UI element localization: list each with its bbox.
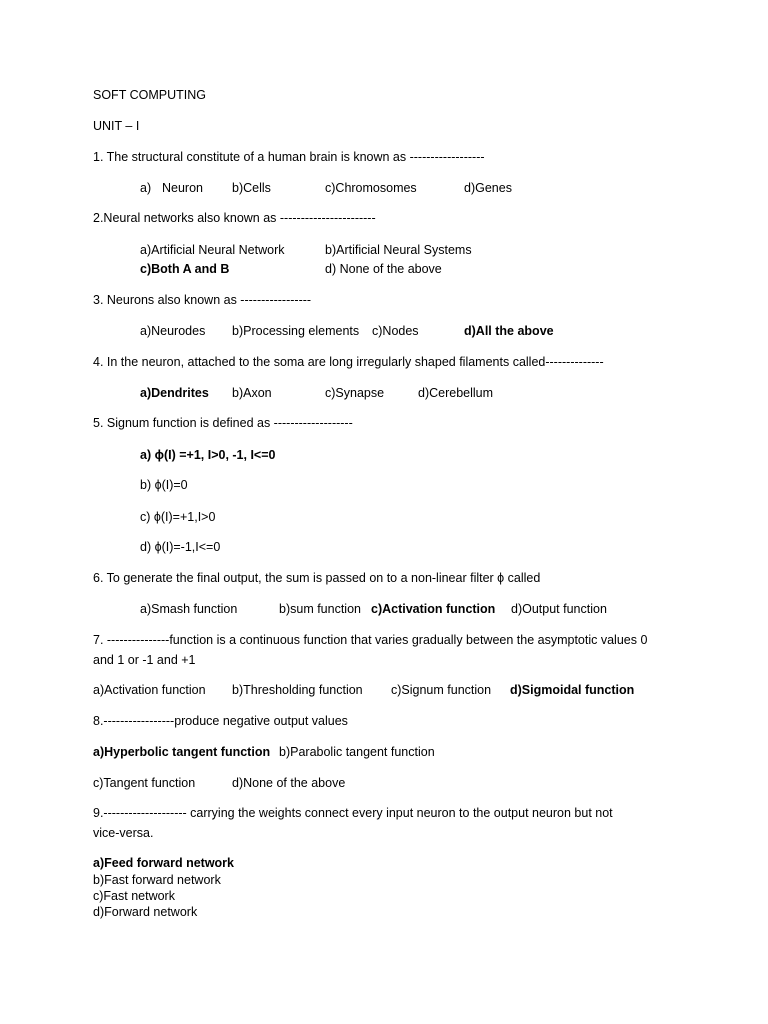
q3-option-c: c)Nodes <box>372 324 419 338</box>
q8-option-a: a)Hyperbolic tangent function <box>93 745 271 759</box>
question-7: 7. ---------------function is a continuous function that varies gradually between the asymptotic values 0 <box>93 633 648 647</box>
q4-option-c: c)Synapse <box>325 386 385 400</box>
q4-option-d: d)Cerebellum <box>418 386 494 400</box>
q4-option-a: a)Dendrites <box>140 386 209 400</box>
q9-option-a: a)Feed forward network <box>93 856 234 870</box>
q5-option-c: c) ϕ(I)=+1,I>0 <box>140 510 216 524</box>
question-1: 1. The structural constitute of a human brain is known as ------------------ <box>93 150 485 164</box>
q9-option-d: d)Forward network <box>93 905 198 919</box>
q8-option-c: c)Tangent function <box>93 776 196 790</box>
q3-option-a: a)Neurodes <box>140 324 206 338</box>
q8-option-d: d)None of the above <box>232 776 346 790</box>
q3-option-b: b)Processing elements <box>232 324 360 338</box>
q7-option-c: c)Signum function <box>391 683 492 697</box>
q7-option-d: d)Sigmoidal function <box>510 683 635 697</box>
unit-heading: UNIT – I <box>93 119 140 133</box>
q2-option-d: d) None of the above <box>325 262 442 276</box>
q1-option-c: c)Chromosomes <box>325 181 417 195</box>
question-8: 8.-----------------produce negative output values <box>93 714 348 728</box>
q8-option-b: b)Parabolic tangent function <box>279 745 435 759</box>
q1-option-b: b)Cells <box>232 181 271 195</box>
question-4: 4. In the neuron, attached to the soma are long irregularly shaped filaments called-------------- <box>93 355 604 369</box>
q5-option-b: b) ϕ(I)=0 <box>140 478 188 492</box>
q2-option-c: c)Both A and B <box>140 262 230 276</box>
question-5: 5. Signum function is defined as ------------------- <box>93 416 353 430</box>
q2-option-a: a)Artificial Neural Network <box>140 243 285 257</box>
question-7-continued: and 1 or -1 and +1 <box>93 653 196 667</box>
q7-option-a: a)Activation function <box>93 683 206 697</box>
q9-option-c: c)Fast network <box>93 889 175 903</box>
q2-option-b: b)Artificial Neural Systems <box>325 243 472 257</box>
q4-option-b: b)Axon <box>232 386 272 400</box>
question-9-continued: vice-versa. <box>93 826 154 840</box>
q6-option-a: a)Smash function <box>140 602 238 616</box>
q7-option-b: b)Thresholding function <box>232 683 363 697</box>
question-3: 3. Neurons also known as ----------------- <box>93 293 312 307</box>
q1-option-a-text: Neuron <box>162 181 203 195</box>
question-9: 9.-------------------- carrying the weights connect every input neuron to the output neuron but not <box>93 806 613 820</box>
question-2: 2.Neural networks also known as ----------------------- <box>93 211 376 225</box>
q1-option-a: a) <box>140 181 152 195</box>
q6-option-c: c)Activation function <box>371 602 496 616</box>
q1-option-d: d)Genes <box>464 181 512 195</box>
doc-title: SOFT COMPUTING <box>93 88 206 102</box>
question-6: 6. To generate the final output, the sum is passed on to a non-linear filter ϕ called <box>93 571 541 585</box>
q3-option-d: d)All the above <box>464 324 554 338</box>
q9-option-b: b)Fast forward network <box>93 873 221 887</box>
q5-option-d: d) ϕ(I)=-1,I<=0 <box>140 540 221 554</box>
q6-option-d: d)Output function <box>511 602 607 616</box>
q6-option-b: b)sum function <box>279 602 361 616</box>
q5-option-a: a) ϕ(I) =+1, I>0, -1, I<=0 <box>140 448 276 462</box>
